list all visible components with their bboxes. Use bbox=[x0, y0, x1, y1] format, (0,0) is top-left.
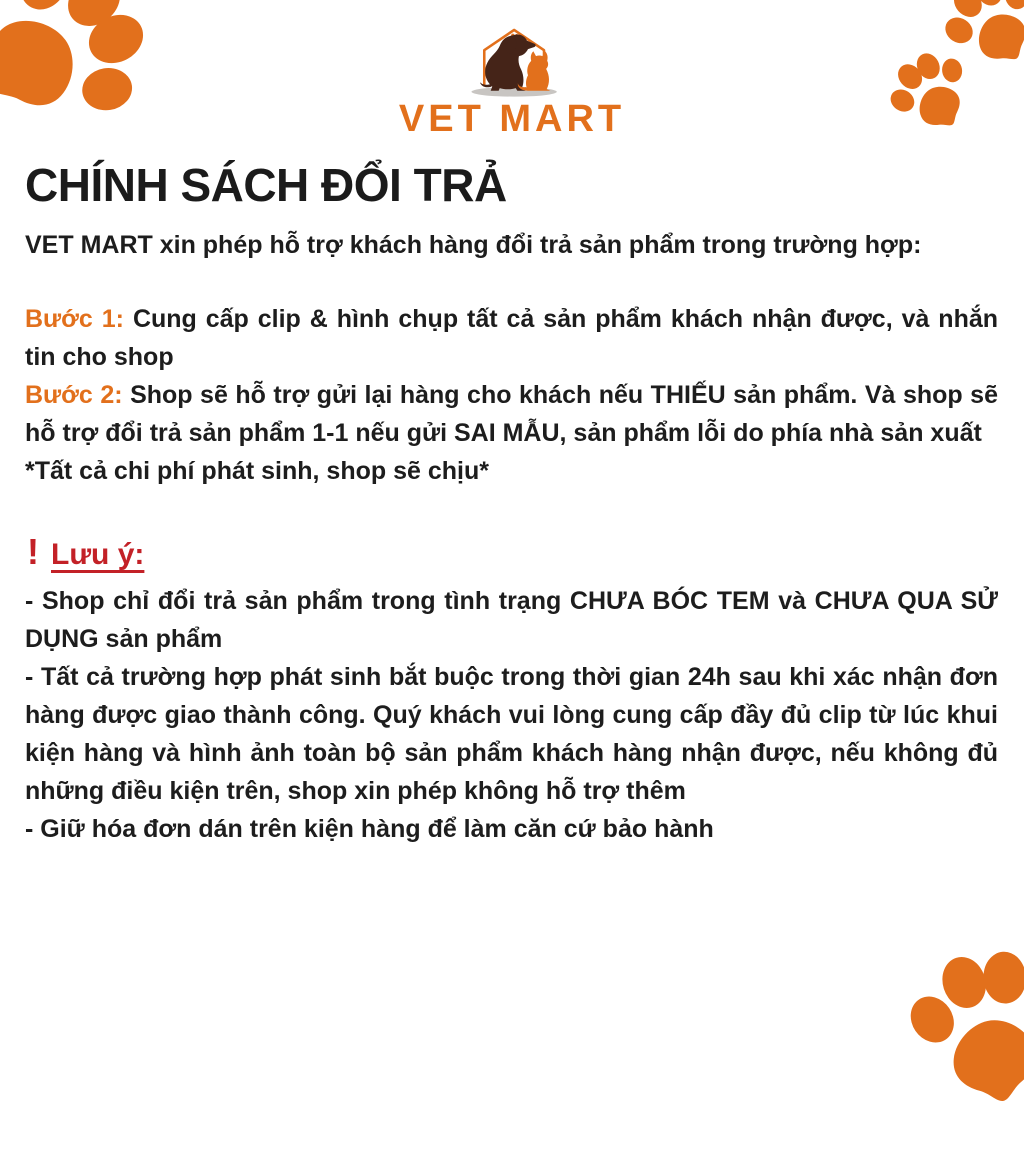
intro-text: VET MART xin phép hỗ trợ khách hàng đổi trả sản phẩm trong trường hợp: bbox=[25, 231, 922, 259]
exclamation-icon: ! bbox=[27, 531, 39, 572]
step-1 bbox=[25, 300, 998, 376]
notice-label: Lưu ý: bbox=[51, 538, 145, 571]
paw-print-icon bbox=[880, 930, 1024, 1149]
fee-note: *Tất cả chi phí phát sinh, shop sẽ chịu* bbox=[25, 457, 489, 485]
brand-logo bbox=[0, 24, 1024, 141]
step-2 bbox=[25, 376, 998, 452]
notice-item: - Giữ hóa đơn dán trên kiện hàng để làm căn cứ bảo hành bbox=[25, 815, 714, 843]
step-2-label: Bước 2: bbox=[25, 381, 123, 409]
brand-wordmark: VET MART bbox=[398, 98, 626, 140]
step-2-text: Shop sẽ hỗ trợ gửi lại hàng cho khách nếu THIẾU sản phẩm. Và shop sẽ hỗ trợ đổi trả sản phẩm 1-1 nếu gửi SAI MẪU, sản phẩm lỗi do phía nhà sản xuất bbox=[25, 381, 998, 447]
step-1-label: Bước 1: bbox=[25, 305, 124, 333]
notice-heading bbox=[27, 531, 998, 572]
page-title: CHÍNH SÁCH ĐỔI TRẢ bbox=[25, 159, 507, 211]
policy-content bbox=[25, 158, 998, 848]
notice-item: - Tất cả trường hợp phát sinh bắt buộc trong thời gian 24h sau khi xác nhận đơn hàng được giao thành công. Quý khách vui lòng cung cấp đầy đủ clip từ lúc khui kiện hàng và hình ảnh toàn bộ sản phẩm khách hàng nhận được, nếu không đủ những điều kiện trên, shop xin phép không hỗ trợ thêm bbox=[25, 663, 998, 805]
logo-house-pets-icon bbox=[448, 24, 576, 102]
notice-item: - Shop chỉ đổi trả sản phẩm trong tình trạng CHƯA BÓC TEM và CHƯA QUA SỬ DỤNG sản phẩm bbox=[25, 587, 998, 653]
step-1-text: Cung cấp clip & hình chụp tất cả sản phẩm khách nhận được, và nhắn tin cho shop bbox=[25, 305, 999, 371]
